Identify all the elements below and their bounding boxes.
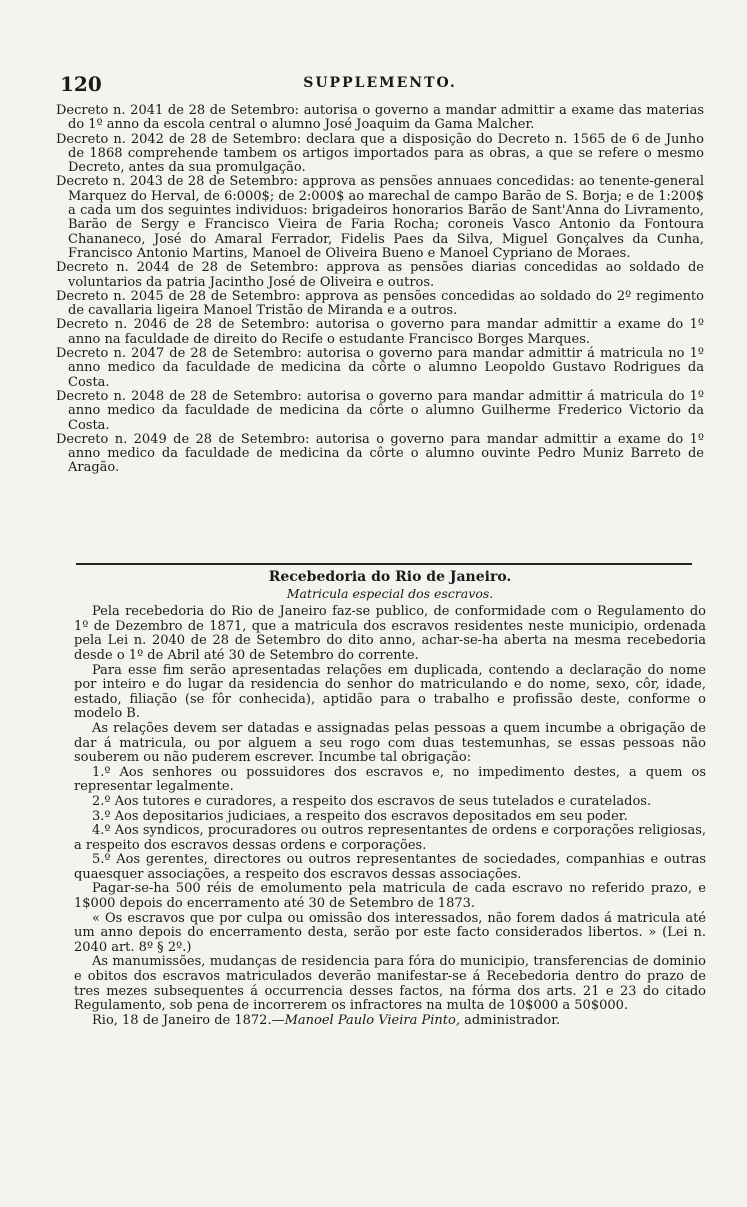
- decree-entry: Decreto n. 2044 de 28 de Setembro: approva as pensões diarias concedidas ao soldado de voluntarios da patria Jacintho José de Oliveira e outros.: [56, 260, 704, 290]
- section-divider: [76, 563, 692, 565]
- decree-entry: Decreto n. 2047 de 28 de Setembro: autorisa o governo para mandar admittir á matricula no 1º anno medico da faculdade de medicina da côrte o alumno Leopoldo Gustavo Rodrigues da Costa.: [56, 346, 704, 390]
- notice-paragraph: Pagar-se-ha 500 réis de emolumento pela matricula de cada escravo no referido prazo, e 1$000 depois do encerramento até 30 de Setembro de 1873.: [74, 881, 706, 912]
- notice-paragraph: 2.º Aos tutores e curadores, a respeito dos escravos de seus tutelados e curatelados.: [92, 793, 652, 809]
- recebedoria-notice: [74, 570, 706, 1028]
- notice-paragraph: Para esse fim serão apresentadas relações em duplicada, contendo a declaração do nome por inteiro e do lugar da residencia do senhor do matriculando e do nome, sexo, côr, idade, estado, filiação (se fôr conhecida), aptidão para o trabalho e profissão deste, conforme o modelo B.: [74, 662, 706, 722]
- signature-role: administrador.: [459, 1012, 561, 1028]
- page-number: 120: [60, 72, 102, 96]
- notice-paragraph: 5.º Aos gerentes, directores ou outros representantes de sociedades, companhias e outras quaesquer associações, a respeito dos escravos dessas associações.: [74, 852, 706, 882]
- decree-entry: Decreto n. 2045 de 28 de Setembro: approva as pensões concedidas ao soldado do 2º regimento de cavallaria ligeira Manoel Tristão de Miranda e a outros.: [56, 288, 704, 319]
- notice-paragraph: 4.º Aos syndicos, procuradores ou outros representantes de ordens e corporações religiosas, a respeito dos escravos dessas ordens e corporações.: [74, 823, 706, 853]
- notice-paragraph: 3.º Aos depositarios judiciaes, a respeito dos escravos depositados em seu poder.: [92, 808, 628, 824]
- section-subtitle: Matricula especial dos escravos.: [286, 585, 494, 601]
- notice-paragraph: As manumissões, mudanças de residencia para fóra do municipio, transferencias de dominio e obitos dos escravos matriculados deverão manifestar-se á Recebedoria dentro do prazo de tres mezes subsequentes á occurrencia desses factos, na fórma dos arts. 21 e 23 do citado Regulamento, sob pena de incorrerem os infractores na multa de 10$000 a 50$000.: [74, 954, 706, 1014]
- notice-paragraph: As relações devem ser datadas e assignadas pelas pessoas a quem incumbe a obrigação de dar á matricula, ou por alguem a seu rogo com duas testemunhas, se essas pessoas não souberem ou não puderem escrever. Incumbe tal obrigação:: [74, 720, 706, 766]
- signature-line: [74, 1014, 706, 1029]
- notice-paragraph: Pela recebedoria do Rio de Janeiro faz-se publico, de conformidade com o Regulamento do 1º de Dezembro de 1871, que a matricula dos escravos residentes neste municipio, ordenada pela Lei n. 2040 de 28 de Setembro do dito anno, achar-se-ha aberta na mesma recebedoria desde o 1º de Abril até 30 de Setembro do corrente.: [74, 604, 706, 663]
- decree-entry: Decreto n. 2048 de 28 de Setembro: autorisa o governo para mandar admittir á matricula do 1º anno medico da faculdade de medicina da côrte o alumno Guilherme Frederico Victorio da Costa.: [56, 388, 704, 433]
- notice-paragraph: 1.º Aos senhores ou possuidores dos escravos e, no impedimento destes, a quem os representar legalmente.: [74, 764, 706, 795]
- decree-entry: Decreto n. 2042 de 28 de Setembro: declara que a disposição do Decreto n. 1565 de 6 de Junho de 1868 comprehende tambem os artigos importados para as obras, a que se refere o mesmo Decreto, antes da sua promulgação.: [56, 131, 704, 176]
- decree-entry: Decreto n. 2043 de 28 de Setembro: approva as pensões annuaes concedidas: ao tenente-general Marquez do Herval, de 6:000$; de 2:000$ ao marechal de campo Barão de S. Borja; e de 1:200$ a cada um dos seguintes individuos: brigadeiros honorarios Barão de Sant'Anna do Livramento, Barão de Sergy e Francisco Vieira de Faria Rocha; coroneis Vasco Antonio da Fontoura Chananeco, José do Amaral Ferrador, Fidelis Paes da Silva, Miguel Gonçalves da Cunha, Francisco Antonio Martins, Manoel de Oliveira Bueno e Manoel Cypriano de Moraes.: [56, 174, 704, 261]
- running-head: SUPPLEMENTO.: [303, 75, 457, 91]
- page-header: [60, 72, 700, 102]
- section-title: Recebedoria do Rio de Janeiro.: [268, 569, 512, 585]
- decree-list: [56, 104, 704, 476]
- decree-entry: Decreto n. 2046 de 28 de Setembro: autorisa o governo para mandar admittir a exame do 1º anno na faculdade de direito do Recife o estudante Francisco Borges Marques.: [56, 317, 704, 347]
- signature-place-date: Rio, 18 de Janeiro de 1872.—: [92, 1012, 285, 1028]
- decree-entry: Decreto n. 2041 de 28 de Setembro: autorisa o governo a mandar admittir a exame das materias do 1º anno da escola central o alumno José Joaquim da Gama Malcher.: [56, 103, 704, 133]
- decree-entry: Decreto n. 2049 de 28 de Setembro: autorisa o governo para mandar admittir a exame do 1º anno medico da faculdade de medicina da côrte o alumno ouvinte Pedro Muniz Barreto de Aragão.: [56, 431, 704, 476]
- signature-name: Manoel Paulo Vieira Pinto,: [284, 1012, 460, 1028]
- notice-paragraph: « Os escravos que por culpa ou omissão dos interessados, não forem dados á matricula até um anno depois do encerramento desta, serão por este facto considerados libertos. » (Lei n. 2040 art. 8º § 2º.): [74, 910, 706, 955]
